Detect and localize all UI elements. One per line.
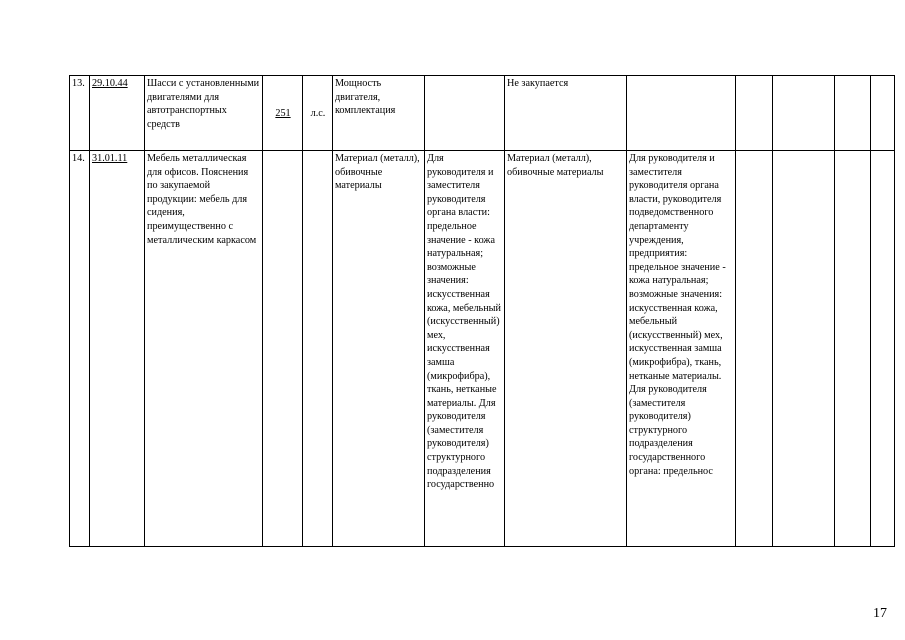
- value-cell: [425, 76, 505, 151]
- okpd2-code: [90, 151, 145, 547]
- row-number: 13.: [70, 76, 90, 151]
- empty-cell: [773, 76, 835, 151]
- okpd2-code-text: 29.10.44: [92, 78, 128, 89]
- row-number: 14.: [70, 151, 90, 547]
- value-cell: Для руководителя и заместителя руководителя органа власти, руководителя подведомственного департаменту учреждения, предприятия: предельное значение - кожа натуральная; возможные значения: искусственная кожа, мебельный (искусственный) мех, искусственная замша (микрофибра), ткань, нетканые материалы. Для руководителя (заместителя руководителя) структурного подразделения государственного органа: предельнос: [627, 151, 736, 547]
- okei-unit: л.с.: [303, 76, 333, 151]
- okei-code-text: 251: [275, 107, 291, 119]
- table-row: [70, 151, 895, 547]
- empty-cell: [871, 76, 895, 151]
- value-cell: Материал (металл), обивочные материалы: [505, 151, 627, 547]
- okei-unit: [303, 151, 333, 547]
- empty-cell: [736, 76, 773, 151]
- okpd2-code-text: 31.01.11: [92, 153, 128, 164]
- characteristic: Мощность двигателя, комплектация: [333, 76, 425, 151]
- value-cell: [627, 76, 736, 151]
- empty-cell: [835, 151, 871, 547]
- product-name: Мебель металлическая для офисов. Пояснения по закупаемой продукции: мебель для сидения, преимущественно с металлическим каркасом: [145, 151, 263, 547]
- empty-cell: [736, 151, 773, 547]
- table-row: [70, 76, 895, 151]
- okei-code: [263, 151, 303, 547]
- okpd2-code: [90, 76, 145, 151]
- value-cell: Не закупается: [505, 76, 627, 151]
- empty-cell: [835, 76, 871, 151]
- procurement-table: [69, 75, 895, 547]
- empty-cell: [773, 151, 835, 547]
- okei-code: [263, 76, 303, 151]
- value-cell: Для руководителя и заместителя руководителя органа власти: предельное значение - кожа натуральная; возможные значения: искусственная кожа, мебельный (искусственный) мех, искусственная замша (микрофибра), ткань, нетканые материалы. Для руководителя (заместителя руководителя) структурного подразделения государственно: [425, 151, 505, 547]
- page-number: 17: [873, 606, 887, 621]
- empty-cell: [871, 151, 895, 547]
- characteristic: Материал (металл), обивочные материалы: [333, 151, 425, 547]
- product-name: Шасси с установленными двигателями для автотранспортных средств: [145, 76, 263, 151]
